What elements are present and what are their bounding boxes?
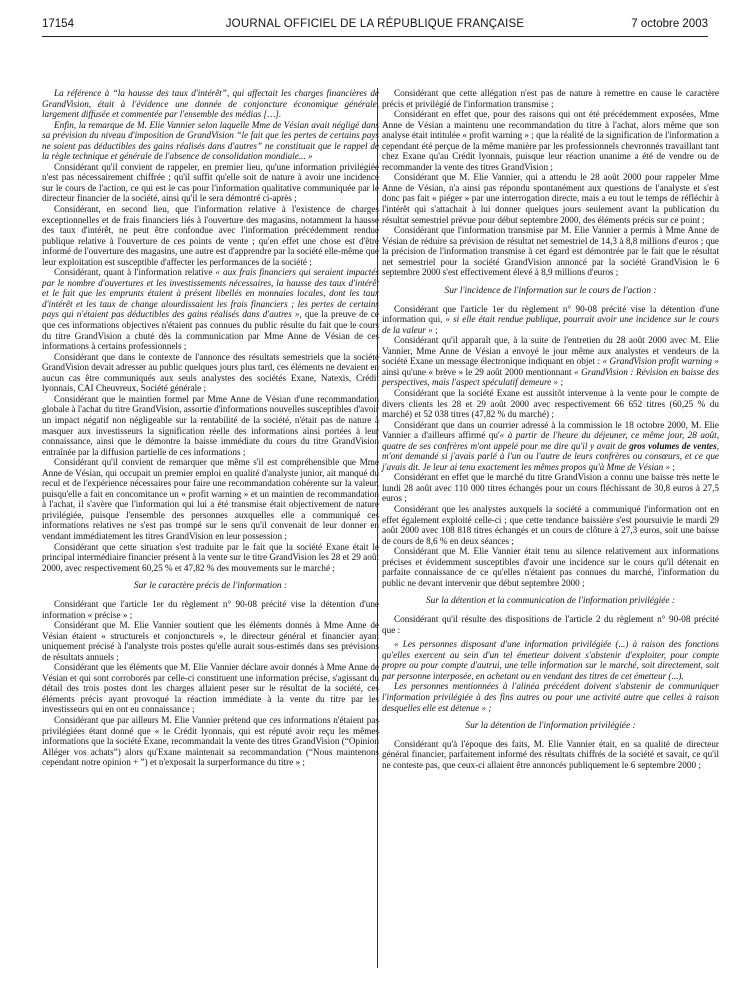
journal-title: JOURNAL OFFICIEL DE LA RÉPUBLIQUE FRANÇAISE [225, 18, 525, 30]
header-rule [42, 36, 708, 37]
paragraph: Considérant que l'article 1er du règlement n° 90-08 précité vise la détention d'une information « précise » ; [42, 598, 379, 620]
paragraph: Considérant, en second lieu, que l'information relative à l'existence de charges exceptionnelles et de frais financiers liés à l'ouverture des magasins, notamment la hausse des taux d'intérêt, ne peut être confondue avec l'information précédemment rendue publique relative à l'ouverture de ces points de vente ; qu'en effet une chose est d'être informé de l'ouverture des magasins, une autre est d'apprendre par la société elle-même que leur exploitation est susceptible d'affecter les performances de la société ; [42, 204, 379, 267]
paragraph: Considérant que la société Exane est aussitôt intervenue à la vente pour le compte de divers clients les 28 et 29 août 2000 avec respectivement 66 652 titres (60,25 % du marché) et 52 038 titres (47,82 % du marché) ; [382, 388, 719, 420]
text-run: Considérant, quant à l'information relative [54, 267, 216, 278]
quote-paragraph: « Les personnes disposant d'une information privilégiée (...) à raison des fonctions qu'elles exercent au sein d'un tel émetteur doivent s'abstenir d'exploiter, pour compte propre ou pour compte d'autrui, une telle information sur le marché, soit directement, soit par personne interposée, en achetant ou en vendant des titres de cet émetteur (...). [382, 639, 719, 681]
paragraph: Considérant que le maintien formel par Mme Anne de Vésian d'une recommandation globale à l'achat du titre GrandVision, assortie d'informations nouvelles susceptibles d'avoir un impact négatif non négligeable sur la rentabilité de la société, n'était pas de nature à masquer aux investisseurs la signification réelle des informations ainsi portées à leur connaissance, ainsi que le démontre la baisse immédiate du cours du titre GrandVision entraînée par la diffusion partielle de ces informations ; [42, 393, 379, 457]
paragraph: Considérant que M. Elie Vannier soutient que les éléments donnés à Mme Anne de Vésian étaient « structurels et conjoncturels », le directeur général et financier ayant uniquement précisé à l'analyste trois postes qu'elle aurait sous-estimés dans ses prévisions de résultats annuels ; [42, 620, 379, 662]
quote-run: « GrandVision : Révision en baisse des perspectives, mais l'aspect spéculatif demeure » [382, 366, 719, 388]
text-run: ainsi qu'une « brève » le 29 août 2000 mentionnant [382, 366, 575, 377]
text-run: , que la preuve de ce que ces informations objectives n'étaient pas connues du public résulte du fait que le cours du titre GrandVision a chuté dès la communication par Mme Anne de Vésian de ces informations à certains professionnels ; [42, 309, 379, 352]
page-header [42, 18, 708, 38]
paragraph: Considérant qu'il convient de remarquer que même s'il est compréhensible que Mme Anne de Vésian, qui occupait un premier emploi en qualité d'analyste junior, ait manqué du recul et de l'expérience nécessaires pour faire une recommandation cohérente sur la valeur, puisqu'elle a fait en concomitance un « profit warning » et un maintien de recommandation à l'achat, il s'avère que l'information qui lui a été transmise était objectivement de nature privilégiée, puisque l'ensemble des personnes auxquelles elle a communiqué ces informations relatives ne s'est pas trompé sur le sens qu'il convenait de leur donner en vendant immédiatement les titres GrandVision en leur possession ; [42, 457, 379, 541]
section-heading: Sur l'incidence de l'information sur le cours de l'action : [444, 285, 657, 296]
paragraph: Considérant que M. Elie Vannier, qui a attendu le 28 août 2000 pour rappeler Mme Anne de Vésian, n'a ainsi pas répondu spontanément aux questions de l'analyste et s'est donc pas fait « piéger » par une interrogation directe, mais a eu tout le temps de réfléchir à l'intérêt qui s'attachait à lui donner quelques jours seulement avant la publication du résultat semestriel prévue pour début septembre 2000, des éléments précis sur ce point ; [382, 172, 719, 225]
paragraph [382, 335, 719, 388]
paragraph: Considérant que dans le contexte de l'annonce des résultats semestriels que la société GrandVision devait adresser au public quelques jours plus tard, ces éléments ne devaient en aucun cas être communiqués aux seuls analystes des sociétés Exane, Natexis, Crédit lyonnais, CAI Cheuvreux, Société générale ; [42, 351, 379, 394]
text-run: ; [558, 377, 564, 388]
text-run: ; [670, 461, 675, 472]
paragraph: Considérant que cette allégation n'est pas de nature à remettre en cause le caractère précis et privilégié de l'information transmise ; [382, 88, 719, 109]
paragraph: Considérant que M. Elie Vannier était tenu au silence relativement aux informations précises et évidemment susceptibles d'avoir une incidence sur le cours qu'il détenait en parfaite connaissance de ce qu'elles n'étaient pas connues du marché, l'information du public ne devant intervenir que début septembre 2000 ; [382, 546, 719, 588]
paragraph: Considérant en effet que le marché du titre GrandVision a connu une baisse très nette le lundi 28 août avec 110 000 titres échangés pour un cours fléchissant de 30,8 euros à 27,5 euros ; [382, 472, 719, 504]
paragraph: Considérant en effet que, pour des raisons qui ont été précédemment exposées, Mme Anne de Vésian a maintenu une recommandation du titre à l'achat, alors même que son analyse était intitulée « profit warning » ; que la réalité de la signification de l'information a cependant été perçue de la même manière par les professionnels chevronnés travaillant tant chez Exane qu'au Crédit lyonnais, puisque leur réaction unanime a été de vendre ou de recommander la vente des titres GrandVision ; [382, 109, 719, 172]
text-run: Considérant que dans un courrier adressé à la commission le 18 octobre 2000, M. Elie Vannier a d'ailleurs affirmé qu' [382, 419, 719, 441]
paragraph: Considérant que les éléments que M. Elie Vannier déclare avoir donnés à Mme Anne de Vésian et qui sont corroborés par celle-ci constituent une information précise, s'agissant du détail des trois postes dont les charges allaient peser sur le résultat de la société, ces éléments précis ayant provoqué la réaction immédiate à la vente du titre par les investisseurs qui en ont eu connaissance ; [42, 662, 379, 715]
paragraph: Considérant qu'il résulte des dispositions de l'article 2 du règlement n° 90-08 précité que : [382, 614, 719, 635]
right-column [382, 88, 719, 771]
section-heading: Sur la détention et la communication de l'information privilégiée : [425, 596, 676, 607]
paragraph: Considérant que cette situation s'est traduite par le fait que la société Exane était le principal intermédiaire financier présent à la vente sur le titre GrandVision les 28 et 29 août 2000, avec respectivement 60,25 % et 47,82 % des mouvements sur le marché ; [42, 541, 379, 573]
paragraph: Considérant qu'à l'époque des faits, M. Elie Vannier était, en sa qualité de directeur général financier, parfaitement informé des résultats chiffrés de la société et savait, ce qu'il ne conteste pas, que ceux-ci allaient être annoncés publiquement le 6 septembre 2000 ; [382, 738, 719, 771]
quote-paragraph: Les personnes mentionnées à l'alinéa précédent doivent s'abstenir de communiquer l'information privilégiée à des fins autres ou pour une activité autre que celles à raison desquelles elle est détenue » ; [382, 681, 719, 713]
paragraph [382, 420, 719, 473]
issue-date: 7 octobre 2003 [631, 18, 708, 30]
paragraph: Considérant que les analystes auxquels la société a communiqué l'information ont en effet également exploité celle-ci ; que cette tendance baissière s'est poursuivie le mardi 29 août 2000 avec 108 818 titres échangés et un cours de clôture à 27,3 euros, soit une baisse de cours de 8,6 % en deux séances ; [382, 504, 719, 546]
quote-paragraph: Enfin, la remarque de M. Elie Vannier selon laquelle Mme de Vésian avait négligé dans sa prévision du niveau d'imposition de GrandVision “le fait que les pertes de certains pays ne soient pas déductibles des gains réalisés dans d'autres” ne constituait que le rappel de la règle technique et générale de l'absence de consolidation mondiale... » [42, 119, 379, 162]
paragraph: Considérant que l'information transmise par M. Elie Vannier a permis à Mme Anne de Vésian de réduire sa prévision de résultat net semestriel de 14,3 à 8,8 millions d'euros ; que la précision de l'information transmise à cet égard est démontrée par le fait que le résultat net semestriel pour la société GrandVision annoncé par la société GrandVision le 6 septembre 2000 s'est effectivement élevé à 8,9 millions d'euros ; [382, 225, 719, 278]
quote-paragraph: La référence à “la hausse des taux d'intérêt”, qui affectait les charges financières de GrandVision, était à l'évidence une donnée de conjoncture économique générale, largement diffusée et commentée par l'ensemble des médias […]. [42, 88, 379, 120]
quote-run: « GrandVision profit warning » [602, 356, 719, 367]
text-run: Considérant qu'il apparaît que, à la suite de l'entretien du 28 août 2000 avec M. Elie Vannier, Mme Anne de Vésian a envoyé le jour même aux analystes et vendeurs de la société Exane un message électronique indiquant en objet : [382, 335, 719, 367]
section-heading: Sur la détention de l'information privilégiée : [465, 721, 636, 732]
text-run: ; [432, 324, 438, 335]
column-divider [377, 88, 378, 968]
section-heading: Sur le caractère précis de l'information : [133, 581, 288, 592]
text-run: Considérant que l'article 1er du règlement n° 90-08 précité vise la détention d'une information qui, [382, 303, 719, 325]
page-number: 17154 [42, 18, 74, 30]
paragraph: Considérant qu'il convient de rappeler, en premier lieu, qu'une information privilégiée n'est pas nécessairement chiffrée ; qu'il suffit qu'elle soit de nature à avoir une incidence sur le cours de l'action, ce qui est le cas pour l'information qualitative communiquée par le directeur financier de la société, ainsi qu'il le sera démontré ci-après ; [42, 161, 379, 204]
quote-run: « si elle était rendue publique, pourrait avoir une incidence sur le cours de la valeur » [382, 314, 719, 335]
quote-run: « aux frais financiers qui seraient impactés par le nombre d'ouvertures et les investissements nécessaires, la hausse des taux d'intérêt et le fait que les emprunts étaient à présent libellés en monnaies locales, dont les taux d'intérêt et les taux de change alourdissaient les frais financiers ; les pertes de certains pays qui n'étaient pas déductibles des gains réalisés dans d'autres » [42, 267, 379, 320]
quote-run: , m'ont demandé si j'avais parlé à l'un ou l'autre de leurs confrères ou consœurs, et ce que j'avais dit. Je leur ai tenu exactement les mêmes propos qu'à Mme de Vésian » [382, 440, 719, 472]
paragraph [42, 267, 379, 351]
regulation-quote [382, 639, 719, 713]
bold-quote-run: gros volumes de ventes [629, 440, 717, 451]
left-column [42, 88, 379, 768]
paragraph [382, 304, 719, 336]
quote-run: « à partir de l'heure du déjeuner, ce même jour, 28 août, quatre de ses confrères m'ont appelé pour me dire qu'il y avait de [382, 430, 719, 451]
paragraph: Considérant que par ailleurs M. Elie Vannier prétend que ces informations n'étaient pas privilégiées étant donné que « le Crédit lyonnais, qui est réputé avoir reçu les mêmes informations que la société Exane, recommandait la vente des titres GrandVision (“Opinion Alléger vos achats”) alors qu'Exane maintenait sa recommandation (“Nous maintenons cependant notre opinion + ”) et n'exposait la surperformance du titre » ; [42, 714, 379, 768]
